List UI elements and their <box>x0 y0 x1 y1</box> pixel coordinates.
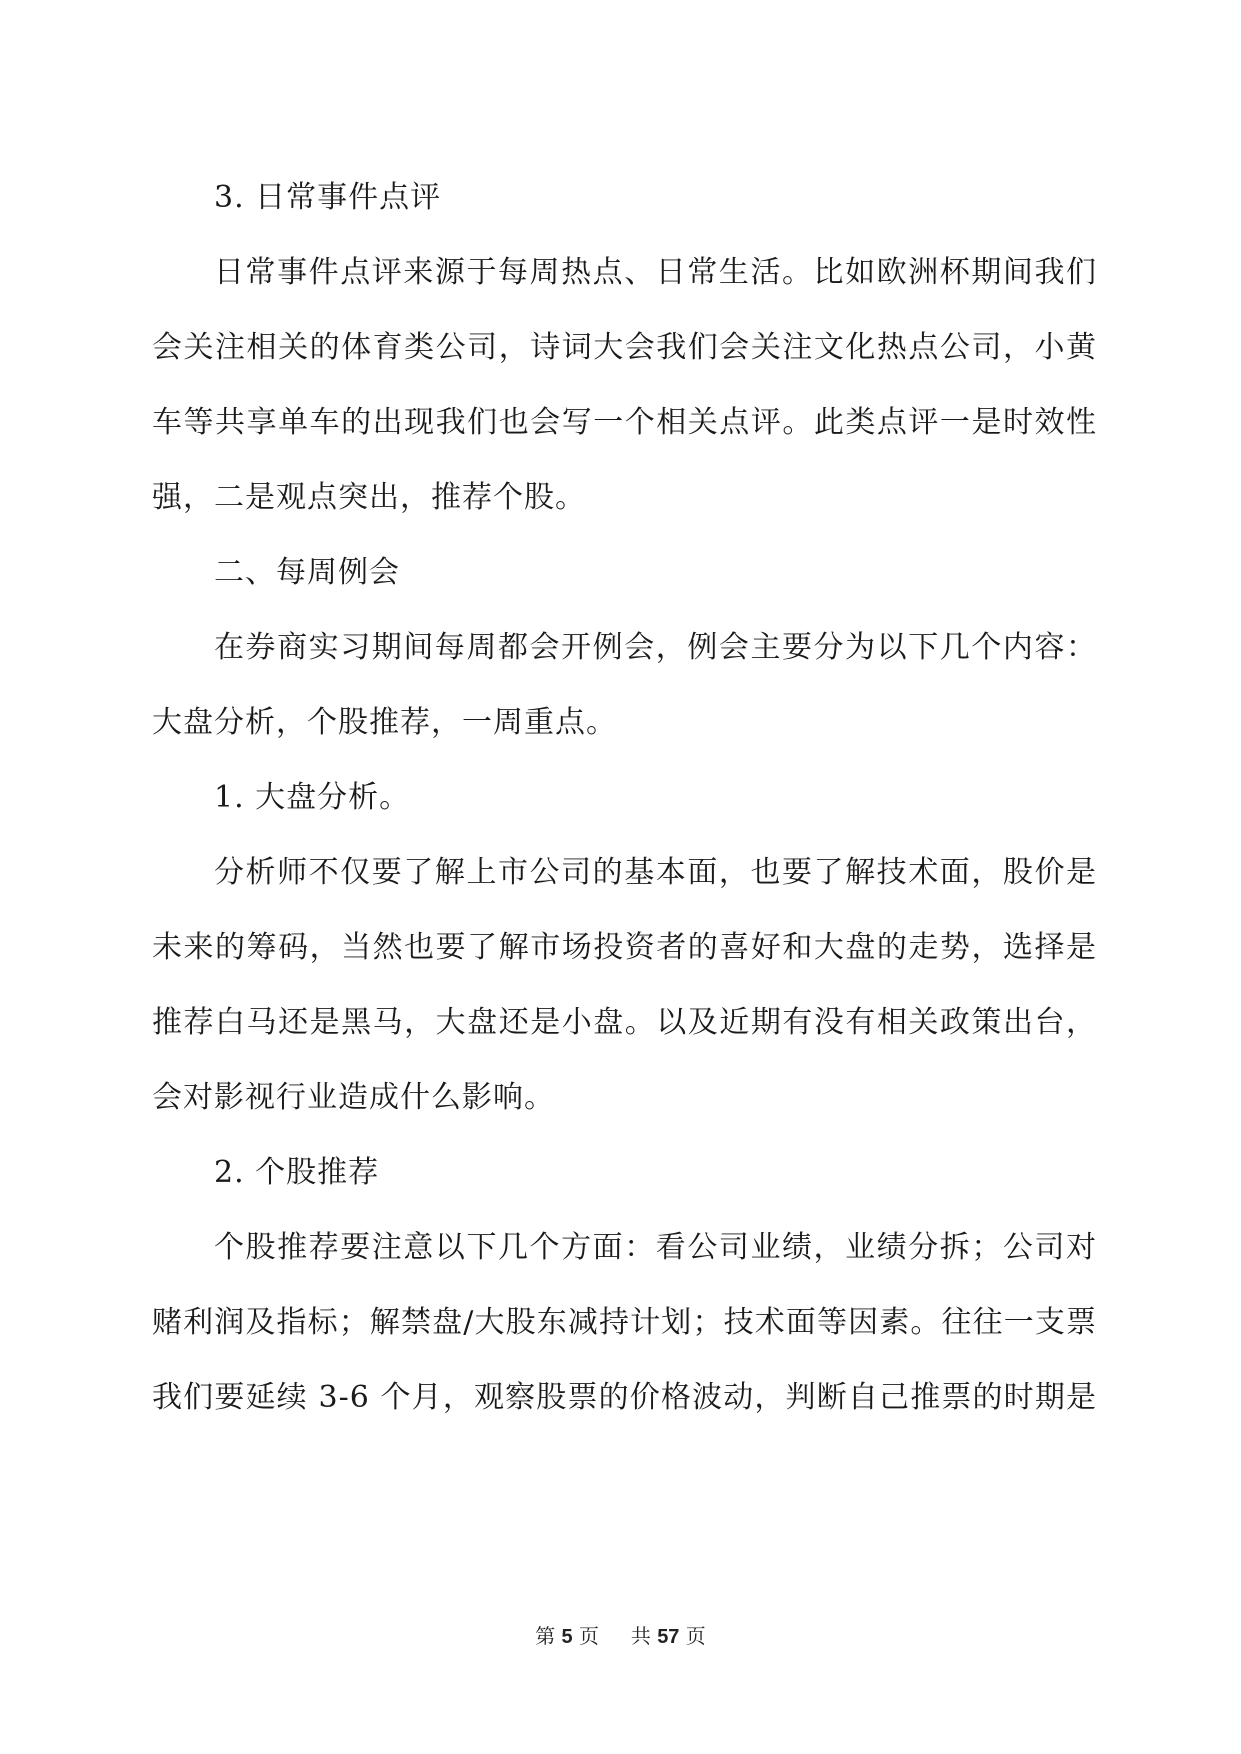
page-footer <box>0 1620 1241 1649</box>
heading-stock-recommendation: 2. 个股推荐 <box>214 1155 380 1190</box>
paragraph-line: 在券商实习期间每周都会开例会，例会主要分为以下几个内容： <box>214 630 1097 665</box>
document-body <box>152 160 1097 1435</box>
paragraph-line: 推荐白马还是黑马，大盘还是小盘。以及近期有没有相关政策出台， <box>152 1005 1097 1040</box>
paragraph-line: 车等共享单车的出现我们也会写一个相关点评。此类点评一是时效性 <box>152 405 1097 440</box>
paragraph-line: 大盘分析，个股推荐，一周重点。 <box>152 705 617 740</box>
page-suffix: 页 <box>579 1624 600 1648</box>
heading-market-analysis: 1. 大盘分析。 <box>214 780 411 815</box>
paragraph-line: 赌利润及指标；解禁盘/大股东减持计划；技术面等因素。往往一支票 <box>152 1305 1097 1340</box>
total-pages: 57 <box>657 1626 680 1648</box>
paragraph-line: 个股推荐要注意以下几个方面：看公司业绩，业绩分拆；公司对 <box>214 1230 1097 1265</box>
heading-weekly-meeting: 二、每周例会 <box>214 555 400 590</box>
paragraph-line: 分析师不仅要了解上市公司的基本面，也要了解技术面，股价是 <box>214 855 1097 890</box>
total-prefix: 共 <box>630 1624 651 1648</box>
paragraph-line: 日常事件点评来源于每周热点、日常生活。比如欧洲杯期间我们 <box>214 255 1097 290</box>
paragraph-line: 未来的筹码，当然也要了解市场投资者的喜好和大盘的走势，选择是 <box>152 930 1097 965</box>
paragraph-line: 我们要延续 3-6 个月，观察股票的价格波动，判断自己推票的时期是 <box>152 1380 1097 1415</box>
paragraph-line: 会对影视行业造成什么影响。 <box>152 1080 555 1115</box>
paragraph-line: 会关注相关的体育类公司，诗词大会我们会关注文化热点公司，小黄 <box>152 330 1097 365</box>
total-suffix: 页 <box>685 1624 706 1648</box>
page-prefix: 第 <box>535 1624 556 1648</box>
paragraph-line: 强，二是观点突出，推荐个股。 <box>152 480 586 515</box>
page-number: 5 <box>561 1626 573 1648</box>
heading-daily-event-review: 3. 日常事件点评 <box>214 180 442 215</box>
